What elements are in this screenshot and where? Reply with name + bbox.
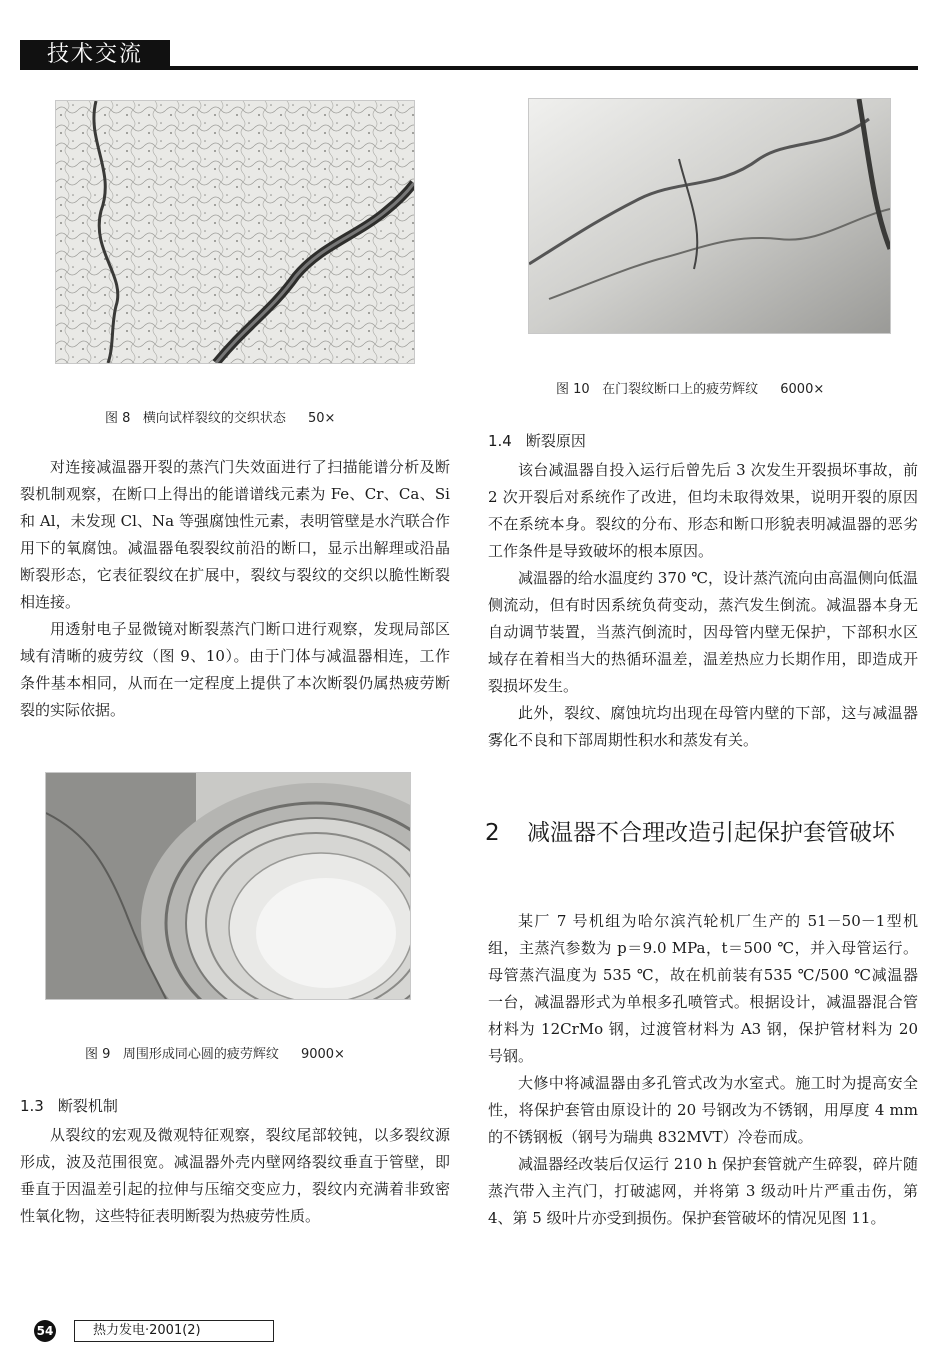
figure-9-image bbox=[45, 772, 411, 1000]
right-paragraph-4: 某厂 7 号机组为哈尔滨汽轮机厂生产的 51－50－1型机组，主蒸汽参数为 p＝9.0 MPa，t＝500 ℃，并入母管运行。母管蒸汽温度为 535 ℃，故在机前装有535 ℃/500 ℃减温器一台，减温器形式为单根多孔喷管式。根据设计，减温器混合管材料为 12CrMo 钢，过渡管材料为 A3 钢，保护管材料为 20 号钢。 bbox=[488, 912, 918, 1065]
left-column-lower bbox=[20, 1122, 450, 1230]
section-1-4-number: 1.4 bbox=[488, 432, 512, 450]
figure-9-magnification: 9000× bbox=[300, 1047, 345, 1062]
section-2-title: 减温器不合理改造引起保护套管破坏 bbox=[527, 820, 895, 846]
figure-9-caption bbox=[85, 1043, 345, 1062]
left-paragraph-1: 对连接减温器开裂的蒸汽门失效面进行了扫描能谱分析及断裂机制观察，在断口上得出的能谱谱线元素为 Fe、Cr、Ca、Si 和 Al，未发现 Cl、Na 等强腐蚀性元素，表明管壁是水汽联合作用下的氧腐蚀。减温器龟裂裂纹前沿的断口，显示出解理或沿晶断裂形态，它表征裂纹在扩展中，裂纹与裂纹的交织以脆性断裂相连接。 bbox=[20, 458, 450, 611]
right-column-upper bbox=[488, 457, 918, 754]
journal-name: 热力发电·2001(2) bbox=[74, 1320, 274, 1342]
header-rule bbox=[170, 66, 918, 70]
figure-8-label: 图 8 bbox=[105, 411, 131, 426]
figure-8-caption bbox=[105, 407, 335, 426]
figure-10-title: 在门裂纹断口上的疲劳辉纹 bbox=[602, 382, 759, 397]
section-1-3-heading bbox=[20, 1095, 118, 1116]
figure-9-label: 图 9 bbox=[85, 1047, 111, 1062]
right-paragraph-2: 减温器的给水温度约 370 ℃，设计蒸汽流向由高温侧向低温侧流动，但有时因系统负荷变动，蒸汽发生倒流。减温器本身无自动调节装置，当蒸汽倒流时，因母管内壁无保护，下部积水区域存在着相当大的热循环温差，温差热应力长期作用，即造成开裂损坏发生。 bbox=[488, 569, 918, 695]
right-paragraph-6: 减温器经改装后仅运行 210 h 保护套管就产生碎裂，碎片随蒸汽带入主汽门，打破滤网，并将第 3 级动叶片严重击伤，第 4、第 5 级叶片亦受到损伤。保护套管破坏的情况见图 11。 bbox=[488, 1155, 918, 1227]
figure-8-title: 横向试样裂纹的交织状态 bbox=[142, 411, 286, 426]
figure-10-magnification: 6000× bbox=[780, 382, 825, 397]
section-tag: 技术交流 bbox=[20, 40, 170, 70]
figure-8-magnification: 50× bbox=[307, 411, 336, 426]
figure-9-title: 周围形成同心圆的疲劳辉纹 bbox=[122, 1047, 279, 1062]
figure-10-image bbox=[528, 98, 891, 334]
right-paragraph-5: 大修中将减温器由多孔管式改为水室式。施工时为提高安全性，将保护套管由原设计的 20 号钢改为不锈钢，用厚度 4 mm 的不锈钢板（钢号为瑞典 832MVT）冷卷而成。 bbox=[488, 1074, 918, 1146]
left-column-upper bbox=[20, 454, 450, 724]
left-paragraph-2: 用透射电子显微镜对断裂蒸汽门断口进行观察，发现局部区域有清晰的疲劳纹（图 9、10）。由于门体与减温器相连，工作条件基本相同，从而在一定程度上提供了本次断裂仍属热疲劳断裂的实际依据。 bbox=[20, 620, 450, 719]
right-paragraph-1: 该台减温器自投入运行后曾先后 3 次发生开裂损坏事故，前 2 次开裂后对系统作了改进，但均未取得效果，说明开裂的原因不在系统本身。裂纹的分布、形态和断口形貌表明减温器的恶劣工作条件是导致破坏的根本原因。 bbox=[488, 461, 918, 560]
figure-8-image bbox=[55, 100, 415, 364]
page-number: 54 bbox=[34, 1320, 56, 1342]
right-column-lower bbox=[488, 908, 918, 1232]
section-2-heading bbox=[485, 815, 905, 851]
section-1-4-heading bbox=[488, 430, 586, 451]
right-paragraph-3: 此外，裂纹、腐蚀坑均出现在母管内壁的下部，这与减温器雾化不良和下部周期性积水和蒸发有关。 bbox=[488, 704, 918, 749]
section-1-4-title: 断裂原因 bbox=[525, 432, 586, 450]
figure-10-caption bbox=[556, 378, 824, 397]
figure-10-label: 图 10 bbox=[556, 382, 590, 397]
left-paragraph-3: 从裂纹的宏观及微观特征观察，裂纹尾部较钝，以多裂纹源形成，波及范围很宽。减温器外壳内壁网络裂纹垂直于管壁，即垂直于因温差引起的拉伸与压缩交变应力，裂纹内充满着非致密性氧化物，这些特征表明断裂为热疲劳性质。 bbox=[20, 1126, 450, 1225]
section-1-3-title: 断裂机制 bbox=[57, 1097, 118, 1115]
section-2-number: 2 bbox=[485, 820, 500, 846]
section-1-3-number: 1.3 bbox=[20, 1097, 44, 1115]
